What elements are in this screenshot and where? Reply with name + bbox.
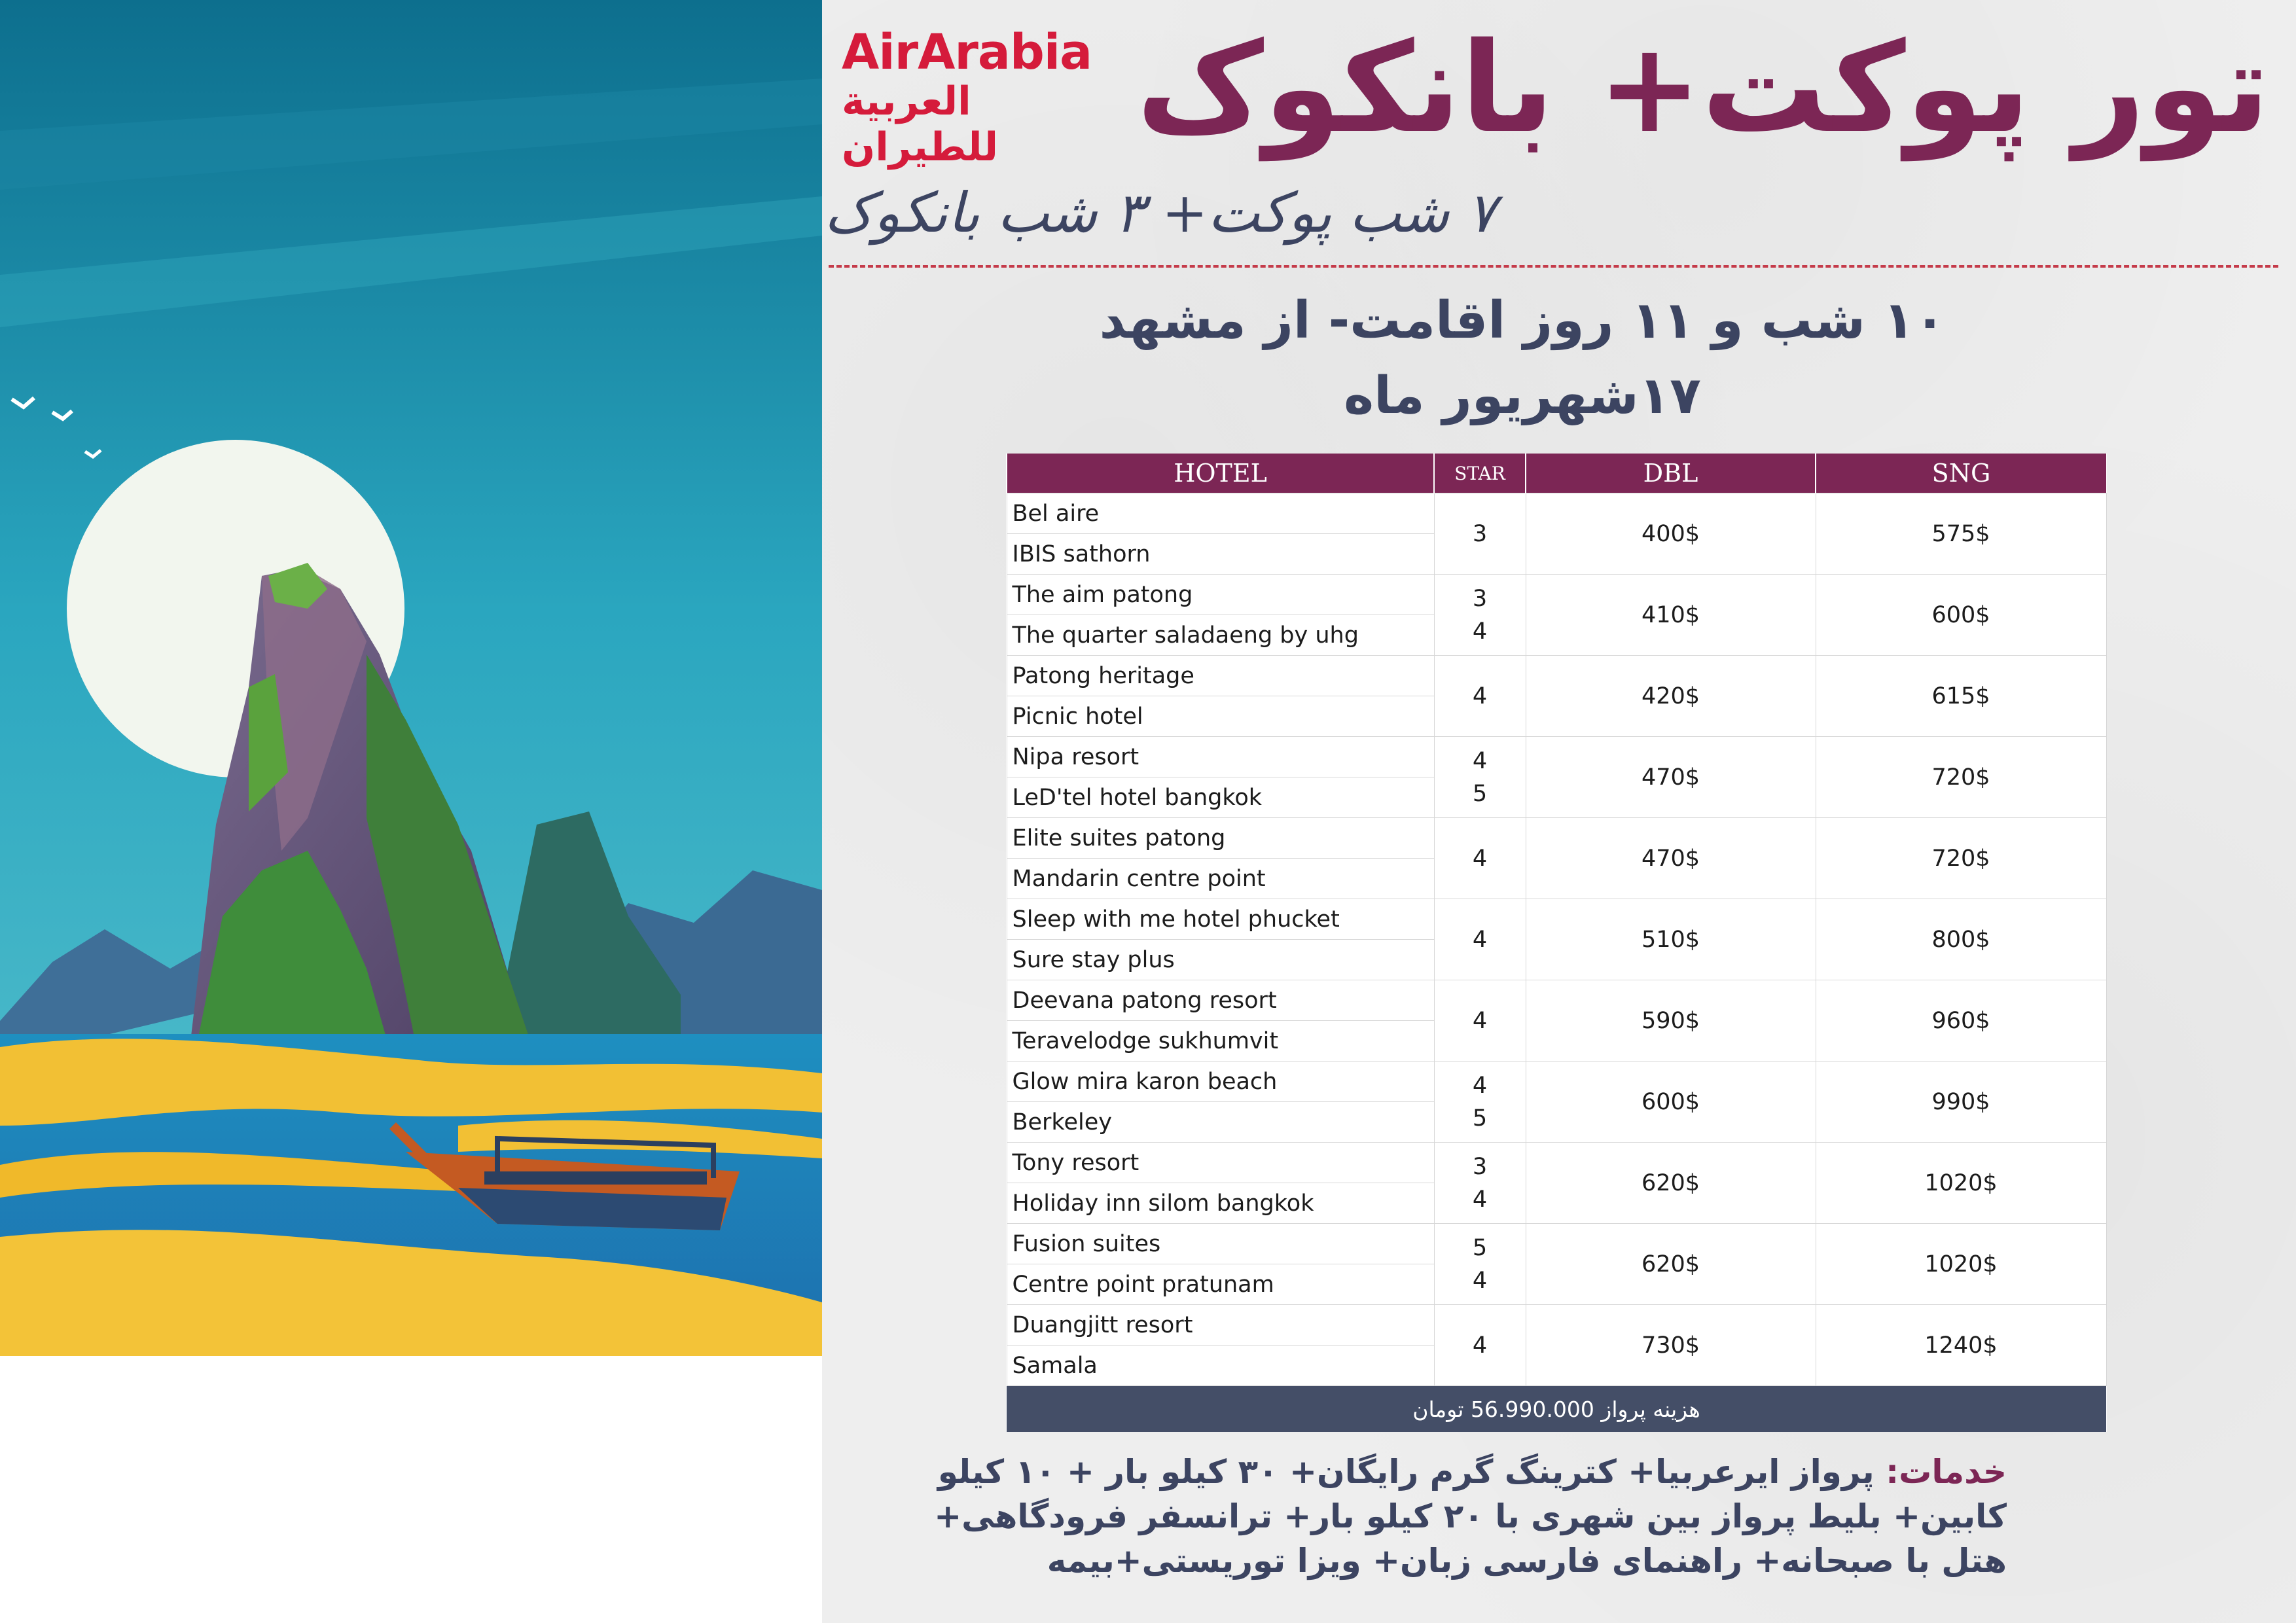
hotel-name: Samala xyxy=(1007,1346,1434,1386)
hotel-name: Fusion suites xyxy=(1007,1224,1434,1264)
dashed-divider xyxy=(829,265,2278,268)
dbl-price: 600$ xyxy=(1526,1061,1816,1143)
star-value: 4 xyxy=(1472,1007,1488,1034)
star-value: 4 xyxy=(1472,1186,1488,1213)
star-value: 3 xyxy=(1472,1153,1488,1180)
dbl-price: 620$ xyxy=(1526,1143,1816,1224)
dbl-price: 590$ xyxy=(1526,980,1816,1061)
header-sng: SNG xyxy=(1816,454,2106,493)
star-rating xyxy=(1434,737,1526,818)
dbl-price: 470$ xyxy=(1526,818,1816,899)
hotel-name: Sure stay plus xyxy=(1007,940,1434,980)
table-row xyxy=(1007,1061,2106,1102)
logo-text-en: AirArabia xyxy=(842,24,1092,80)
sng-price: 720$ xyxy=(1816,818,2106,899)
departure-date: ۱۷شهریور ماه xyxy=(1344,366,1701,425)
sng-price: 720$ xyxy=(1816,737,2106,818)
hotel-name: Glow mira karon beach xyxy=(1007,1061,1434,1102)
hotel-name: Patong heritage xyxy=(1007,656,1434,696)
star-rating xyxy=(1434,1061,1526,1143)
star-rating xyxy=(1434,1224,1526,1305)
star-rating xyxy=(1434,899,1526,980)
header-hotel: HOTEL xyxy=(1007,454,1434,493)
star-value: 3 xyxy=(1472,585,1488,612)
table-row xyxy=(1007,493,2106,534)
star-rating xyxy=(1434,656,1526,737)
hotel-name: Elite suites patong xyxy=(1007,818,1434,859)
header-dbl: DBL xyxy=(1526,454,1816,493)
dbl-price: 420$ xyxy=(1526,656,1816,737)
flight-cost-row xyxy=(1007,1386,2106,1433)
header-star: STAR xyxy=(1434,454,1526,493)
dbl-price: 400$ xyxy=(1526,493,1816,575)
flight-cost: هزینه پرواز 56.990.000 تومان xyxy=(1007,1386,2106,1433)
hotel-name: Teravelodge sukhumvit xyxy=(1007,1021,1434,1061)
star-value: 4 xyxy=(1472,926,1488,953)
star-value: 5 xyxy=(1472,1105,1488,1132)
tour-panel xyxy=(822,0,2296,1623)
hotel-name: Sleep with me hotel phucket xyxy=(1007,899,1434,940)
logo-text-ar: العربية للطيران xyxy=(842,79,999,170)
hotel-name: The quarter saladaeng by uhg xyxy=(1007,615,1434,656)
hotel-price-table xyxy=(1006,454,2107,1432)
hotel-name: Mandarin centre point xyxy=(1007,859,1434,899)
sng-price: 800$ xyxy=(1816,899,2106,980)
sng-price: 1240$ xyxy=(1816,1305,2106,1386)
table-header-row xyxy=(1007,454,2106,493)
hotel-name: Nipa resort xyxy=(1007,737,1434,777)
star-rating xyxy=(1434,575,1526,656)
table-row xyxy=(1007,656,2106,696)
hotel-name: Centre point pratunam xyxy=(1007,1264,1434,1305)
table-row xyxy=(1007,575,2106,615)
dbl-price: 620$ xyxy=(1526,1224,1816,1305)
hotel-name: Duangjitt resort xyxy=(1007,1305,1434,1346)
hotel-name: Tony resort xyxy=(1007,1143,1434,1183)
star-value: 4 xyxy=(1472,683,1488,709)
star-value: 5 xyxy=(1472,1234,1488,1261)
table-row xyxy=(1007,899,2106,940)
table-row xyxy=(1007,818,2106,859)
services-label: خدمات: xyxy=(1886,1453,2007,1491)
nights-subtitle: ۷ شب پوکت+ ۳ شب بانکوک xyxy=(824,181,1496,245)
dbl-price: 510$ xyxy=(1526,899,1816,980)
phuket-illustration xyxy=(0,0,822,1356)
hotel-name: LeD'tel hotel bangkok xyxy=(1007,777,1434,818)
table-row xyxy=(1007,1305,2106,1346)
star-value: 4 xyxy=(1472,747,1488,774)
airarabia-logo xyxy=(842,24,1117,170)
star-value: 4 xyxy=(1472,1332,1488,1359)
star-value: 4 xyxy=(1472,1072,1488,1099)
dbl-price: 730$ xyxy=(1526,1305,1816,1386)
star-rating xyxy=(1434,980,1526,1061)
stay-duration: ۱۰ شب و ۱۱ روز اقامت- از مشهد xyxy=(1099,291,1946,350)
star-value: 3 xyxy=(1472,520,1488,547)
dbl-price: 410$ xyxy=(1526,575,1816,656)
page-title: تور پوکت+ بانکوک xyxy=(1136,16,2270,160)
table-row xyxy=(1007,1143,2106,1183)
sng-price: 600$ xyxy=(1816,575,2106,656)
sng-price: 575$ xyxy=(1816,493,2106,575)
star-rating xyxy=(1434,1305,1526,1386)
dbl-price: 470$ xyxy=(1526,737,1816,818)
hotel-name: Deevana patong resort xyxy=(1007,980,1434,1021)
table-row xyxy=(1007,737,2106,777)
star-rating xyxy=(1434,493,1526,575)
sng-price: 990$ xyxy=(1816,1061,2106,1143)
sng-price: 1020$ xyxy=(1816,1224,2106,1305)
star-value: 4 xyxy=(1472,1267,1488,1294)
hotel-name: IBIS sathorn xyxy=(1007,534,1434,575)
hotel-name: Bel aire xyxy=(1007,493,1434,534)
star-value: 4 xyxy=(1472,845,1488,872)
hotel-name: The aim patong xyxy=(1007,575,1434,615)
hotel-name: Berkeley xyxy=(1007,1102,1434,1143)
sng-price: 960$ xyxy=(1816,980,2106,1061)
star-rating xyxy=(1434,1143,1526,1224)
table-row xyxy=(1007,1224,2106,1264)
table-row xyxy=(1007,980,2106,1021)
sng-price: 615$ xyxy=(1816,656,2106,737)
star-value: 4 xyxy=(1472,618,1488,645)
star-value: 5 xyxy=(1472,780,1488,807)
hotel-name: Holiday inn silom bangkok xyxy=(1007,1183,1434,1224)
star-rating xyxy=(1434,818,1526,899)
services-list: پرواز ایرعربیا+ کترینگ گرم رایگان+ ۳۰ کیلو بار + ۱۰ کیلو کابین+ بلیط پرواز بین شهری با ۲۰ کیلو بار+ ترانسفر فرودگاهی+ هتل با صبحانه+ راهنمای فارسی زبان+ ویزا توریستی+بیمه xyxy=(934,1453,2007,1580)
hotel-name: Picnic hotel xyxy=(1007,696,1434,737)
sng-price: 1020$ xyxy=(1816,1143,2106,1224)
services-text xyxy=(888,1450,2007,1583)
